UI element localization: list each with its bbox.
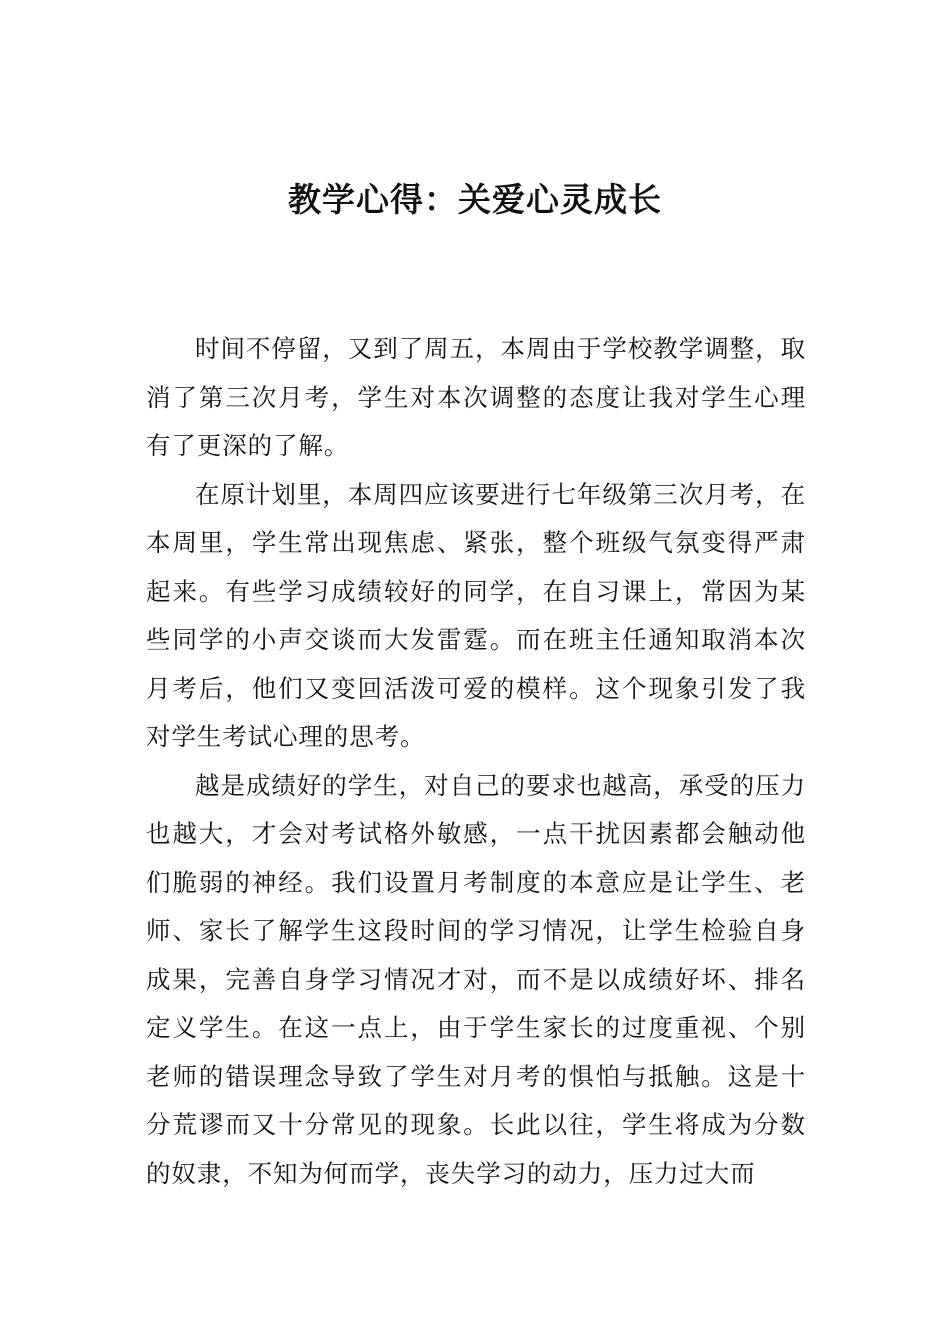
paragraph-2: 在原计划里，本周四应该要进行七年级第三次月考，在本周里，学生常出现焦虑、紧张，整个班级气氛变得严肃起来。有些学习成绩较好的同学，在自习课上，常因为某些同学的小声交谈而大发雷霆。而在班主任通知取消本次月考后，他们又变回活泼可爱的模样。这个现象引发了我对学生考试心理的思考。 bbox=[146, 479, 806, 751]
document-body bbox=[146, 325, 806, 1198]
document-title: 教学心得：关爱心灵成长 bbox=[288, 180, 662, 219]
paragraph-1: 时间不停留，又到了周五，本周由于学校教学调整，取消了第三次月考，学生对本次调整的态度让我对学生心理有了更深的了解。 bbox=[146, 334, 806, 460]
paragraph-3: 越是成绩好的学生，对自己的要求也越高，承受的压力也越大，才会对考试格外敏感，一点干扰因素都会触动他们脆弱的神经。我们设置月考制度的本意应是让学生、老师、家长了解学生这段时间的学习情况，让学生检验自身成果，完善自身学习情况才对，而不是以成绩好坏、排名定义学生。在这一点上，由于学生家长的过度重视、个别老师的错误理念导致了学生对月考的惧怕与抵触。这是十分荒谬而又十分常见的现象。长此以往，学生将成为分数的奴隶，不知为何而学，丧失学习的动力，压力过大而 bbox=[146, 770, 806, 1188]
